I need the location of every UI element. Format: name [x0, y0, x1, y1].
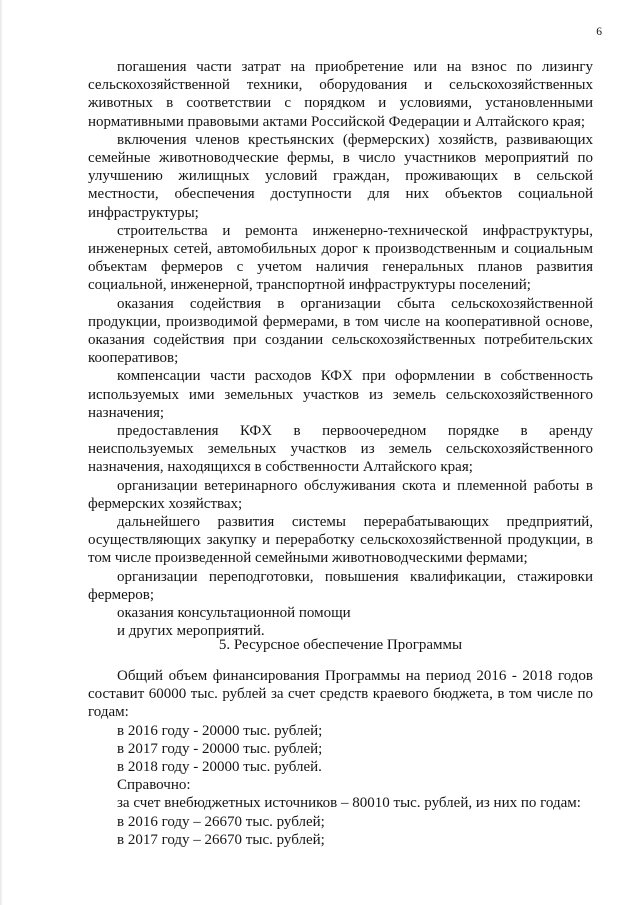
- paragraph-land-lease: предоставления КФХ в первоочередном порядке в аренду неиспользуемых земельных участков из земель сельскохозяйственного назначения, находящихся в собственности Алтайского края;: [88, 423, 593, 476]
- paragraph-total-funding: Общий объем финансирования Программы на период 2016 - 2018 годов составит 60000 тыс. рублей за счет средств краевого бюджета, в том числе по годам:: [88, 668, 593, 721]
- reference-label: Справочно:: [117, 777, 191, 794]
- funding-2018: в 2018 году - 20000 тыс. рублей.: [117, 759, 322, 776]
- paragraph-other: и других мероприятий.: [117, 623, 265, 640]
- page-number: 6: [596, 26, 602, 38]
- paragraph-housing: включения членов крестьянских (фермерских) хозяйств, развивающих семейные животноводческие фермы, в число участников мероприятий по улучшению жилищных условий граждан, проживающих в сельской местности, обеспечения доступности для них объектов социальной инфраструктуры;: [88, 131, 593, 221]
- extrabudgetary-total: за счет внебюджетных источников – 80010 тыс. рублей, из них по годам:: [117, 795, 581, 812]
- paragraph-infrastructure: строительства и ремонта инженерно-технической инфраструктуры, инженерных сетей, автомобильных дорог к производственным и социальным объектам фермеров с учетом наличия генеральных планов развития социальной, инженерной, транспортной инфраструктуры поселений;: [88, 222, 593, 294]
- paragraph-sales: оказания содействия в организации сбыта сельскохозяйственной продукции, производимой фермерами, в том числе на кооперативной основе, оказания содействия при создании сельскохозяйственных потребительских кооперативов;: [88, 295, 593, 367]
- funding-2016: в 2016 году - 20000 тыс. рублей;: [117, 722, 323, 739]
- measures-list: [88, 58, 593, 641]
- section-heading: 5. Ресурсное обеспечение Программы: [218, 637, 463, 653]
- paragraph-consulting: оказания консультационной помощи: [117, 605, 351, 622]
- scan-edge: [0, 0, 3, 905]
- paragraph-training: организации переподготовки, повышения квалификации, стажировки фермеров;: [88, 568, 593, 603]
- extrabudgetary-2017: в 2017 году – 26670 тыс. рублей;: [117, 831, 325, 848]
- extrabudgetary-2016: в 2016 году – 26670 тыс. рублей;: [117, 813, 325, 830]
- funding-2017: в 2017 году - 20000 тыс. рублей;: [117, 740, 323, 757]
- paragraph-veterinary: организации ветеринарного обслуживания скота и племенной работы в фермерских хозяйствах;: [88, 477, 593, 512]
- paragraph-land-compensation: компенсации части расходов КФХ при оформлении в собственность используемых ими земельных участков из земель сельскохозяйственного назначения;: [88, 368, 593, 421]
- paragraph-processing: дальнейшего развития системы перерабатывающих предприятий, осуществляющих закупку и переработку сельскохозяйственной продукции, в том числе произведенной семейными животноводческими фермами;: [88, 514, 593, 567]
- paragraph-leasing: погашения части затрат на приобретение или на взнос по лизингу сельскохозяйственной техники, оборудования и сельскохозяйственных животных в соответствии с порядком и условиями, установленными нормативными правовыми актами Российской Федерации и Алтайского края;: [88, 59, 593, 130]
- funding-section: [88, 667, 593, 849]
